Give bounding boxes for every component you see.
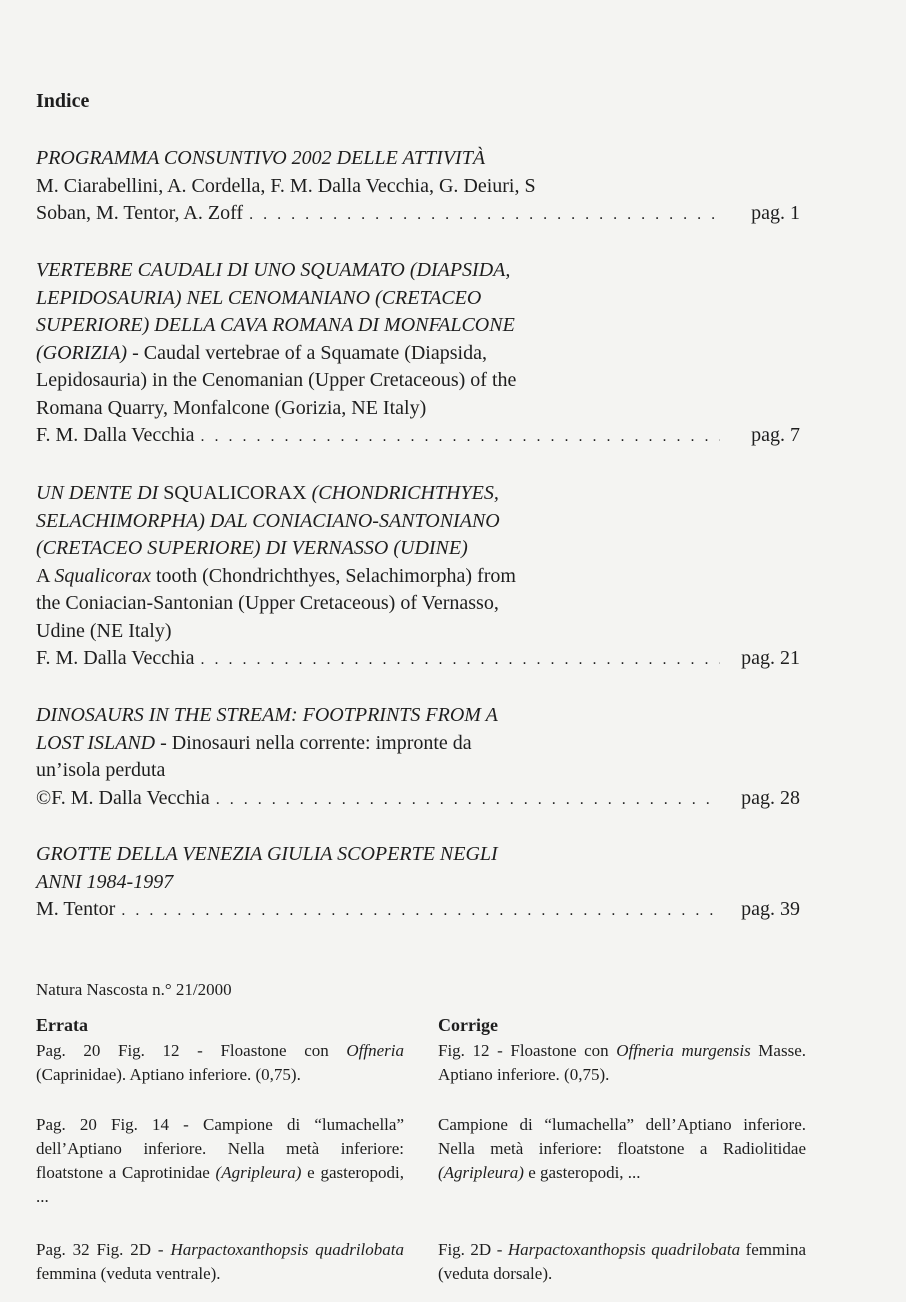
errata-text: femmina (veduta ventrale). [36,1264,221,1283]
entry-leader-line [36,896,800,925]
entry-title-line: SUPERIORE) DELLA CAVA ROMANA DI MONFALCONE [36,314,515,336]
errata-text: e gasteropodi, ... [36,1163,405,1206]
entry-page: pag. 39 [741,898,800,920]
toc-entry [36,257,806,451]
entry-subtitle-line: un’isola perduta [36,759,166,781]
errata-source: Natura Nascosta n.° 21/2000 [36,980,232,999]
errata-text: Pag. 20 Fig. 14 - Campione di “lumachella” dell’Aptiano inferiore. Nella metà inferiore: floatstone a Caprotinidae [36,1115,404,1182]
corrige-column [438,1013,807,1283]
errata-heading: Errata [36,1015,88,1035]
errata-text: Pag. 32 Fig. 2D - [36,1240,171,1259]
corrige-text: e gasteropodi, ... [523,1163,641,1182]
entry-authors: F. M. Dalla Vecchia [36,647,195,669]
corrige-italic: (Agripleura) [438,1163,524,1182]
entry-authors: M. Tentor [36,898,116,920]
entry-subtitle-part: A [36,564,55,587]
corrige-text: femmina (veduta dorsale). [438,1240,807,1283]
entry-title-line: LOST ISLAND [36,731,156,754]
entry-leader-line [36,645,800,674]
entry-subtitle-genus: Squalicorax [54,564,151,587]
entry-authors: ©F. M. Dalla Vecchia [36,786,210,809]
entry-subtitle: - Dinosauri nella corrente: impronte da [155,731,472,754]
entry-page: pag. 1 [751,202,800,224]
corrige-heading: Corrige [438,1015,498,1035]
toc-entry [36,145,806,229]
entry-leader-line [36,422,800,451]
entry-title-line: SELACHIMORPHA) DAL CONIACIANO-SANTONIANO [36,509,500,532]
entry-title-line: DINOSAURS IN THE STREAM: FOOTPRINTS FROM A [36,704,498,726]
entry-page: pag. 7 [751,424,800,446]
corrige-item [438,1238,806,1286]
entry-page: pag. 21 [741,647,800,669]
entry-authors: F. M. Dalla Vecchia [36,424,195,446]
entry-title-line [36,480,806,508]
corrige-text: Campione di “lumachella” dell’Aptiano inferiore. Nella metà inferiore: floatstone a Radiolitidae [438,1115,806,1158]
leader-dots [216,786,720,814]
entry-title-subtitle-line [36,730,806,758]
errata-italic: Offneria [346,1041,404,1060]
entry-subtitle-line: Udine (NE Italy) [36,619,172,642]
corrige-text: Masse. Aptiano inferiore. (0,75). [438,1041,806,1084]
leader-dots [201,423,720,451]
entry-authors: Soban, M. Tentor, A. Zoff [36,202,244,224]
corrige-item [438,1039,806,1087]
entry-title-part: (CHONDRICHTHYES, [306,482,499,504]
errata-italic: (Agripleura) [215,1163,302,1182]
toc-entry [36,841,806,925]
entry-title-subtitle-line [36,340,806,368]
corrige-text: Fig. 2D - [438,1240,508,1259]
entry-subtitle: - Caudal vertebrae of a Squamate (Diapsida, [127,341,487,364]
entry-title-line: (GORIZIA) [36,341,128,364]
errata-text: Pag. 20 Fig. 12 - Floastone con [36,1041,347,1060]
leader-dots [201,646,720,674]
entry-subtitle-part: tooth (Chondrichthyes, Selachimorpha) from [151,564,516,587]
corrige-text: Fig. 12 - Floastone con [438,1041,617,1060]
corrige-italic: Harpactoxanthopsis quadrilobata [507,1240,741,1259]
entry-subtitle-line [36,563,806,591]
entry-leader-line [36,200,800,229]
index-heading: Indice [36,90,90,112]
entry-text: M. Ciarabellini, A. Cordella, F. M. Dalla Vecchia, G. Deiuri, S [36,174,536,197]
errata-column [36,1013,405,1283]
entry-title-line: VERTEBRE CAUDALI DI UNO SQUAMATO (DIAPSIDA, [36,259,511,281]
errata-text: (Caprinidae). Aptiano inferiore. (0,75). [36,1065,301,1084]
entry-title: PROGRAMMA CONSUNTIVO 2002 DELLE ATTIVITÀ [36,147,486,169]
errata-item [36,1238,404,1286]
entry-title-line: GROTTE DELLA VENEZIA GIULIA SCOPERTE NEGLI [36,843,498,865]
entry-subtitle-line: Lepidosauria) in the Cenomanian (Upper Cretaceous) of the [36,369,517,391]
entry-subtitle-line: the Coniacian-Santonian (Upper Cretaceous) of Vernasso, [36,592,499,614]
toc-entry [36,702,806,813]
entry-page: pag. 28 [741,786,800,809]
toc-entry [36,480,806,674]
errata-item [36,1039,404,1087]
corrige-item [438,1113,806,1185]
entry-title-genus: SQUALICORAX [163,482,307,504]
entry-title-line: LEPIDOSAURIA) NEL CENOMANIANO (CRETACEO [36,286,482,309]
leader-dots [121,897,720,925]
corrige-italic: Offneria murgensis [616,1041,751,1060]
entry-title-part: UN DENTE DI [36,482,164,504]
errata-item [36,1113,404,1209]
errata-italic: Harpactoxanthopsis quadrilobata [170,1240,404,1259]
entry-leader-line [36,785,800,814]
entry-subtitle-line: Romana Quarry, Monfalcone (Gorizia, NE Italy) [36,396,427,419]
leader-dots [249,201,720,229]
entry-title-line: (CRETACEO SUPERIORE) DI VERNASSO (UDINE) [36,537,468,559]
entry-title-line: ANNI 1984-1997 [36,870,174,893]
